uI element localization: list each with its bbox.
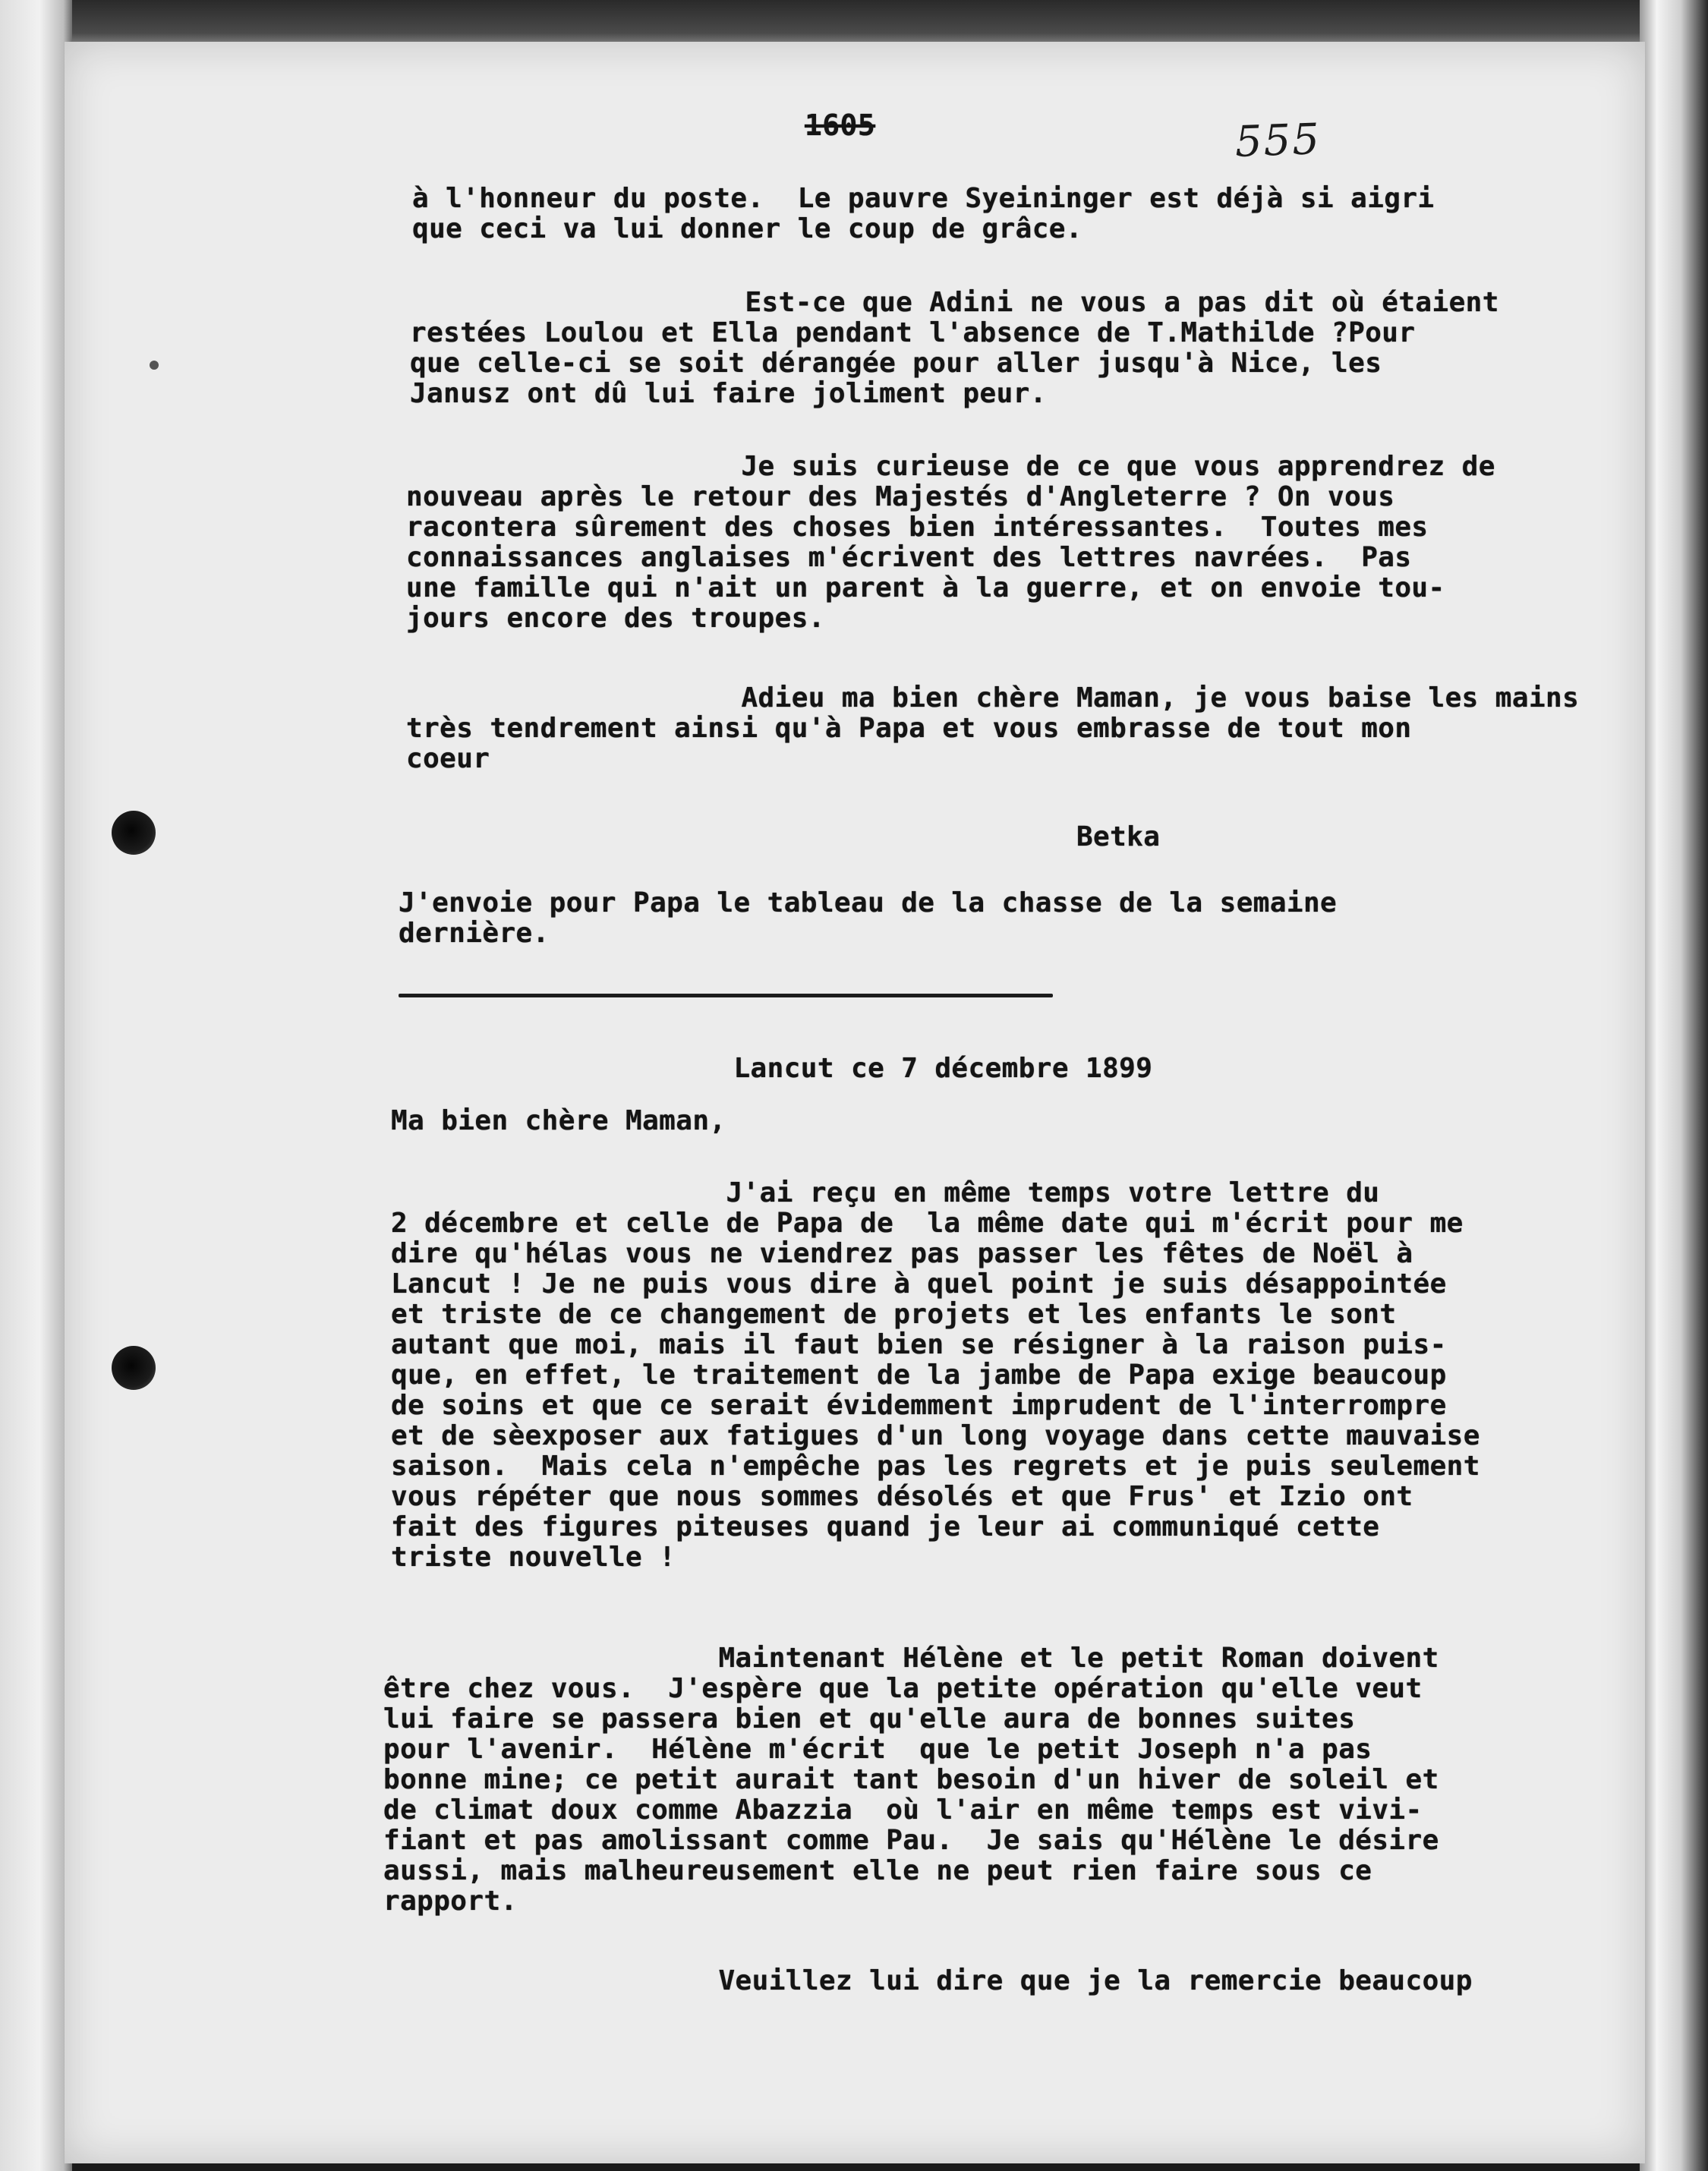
separator-line bbox=[399, 994, 1053, 997]
paragraph-adini: Est-ce que Adini ne vous a pas dit où étaient restées Loulou et Ella pendant l'absence de T.Mathilde ?Pour que celle-ci se soit dérangée pour aller jusqu'à Nice, les Janusz ont dû lui faire joliment peur. bbox=[410, 287, 1499, 409]
ink-dot-mark bbox=[150, 361, 159, 370]
paragraph-recu-lettre: J'ai reçu en même temps votre lettre du 2 décembre et celle de Papa de la même date qui m'écrit pour me dire qu'hélas vous ne viendrez pas passer les fêtes de Noël à Lancut ! Je ne puis vous dire à quel point je suis désappointée et triste de ce changement de projets et les enfants le sont autant que moi, mais il faut bien se résigner à la raison puis- que, en effet, le traitement de la jambe de Papa exige beaucoup de soins et que ce serait évidemment imprudent de l'interrompre et de sèexposer aux fatigues d'un long voyage dans cette mauvaise saison. Mais cela n'empêche pas les regrets et je puis seulement vous répéter que nous sommes désolés et que Frus' et Izio ont fait des figures piteuses quand je leur ai communiqué cette triste nouvelle ! bbox=[391, 1177, 1480, 1573]
page-number-struck: 1605 bbox=[805, 109, 876, 142]
paragraph-honneur-du-poste: à l'honneur du poste. Le pauvre Syeininger est déjà si aigri que ceci va lui donner le coup de grâce. bbox=[412, 183, 1435, 244]
paragraph-majestes: Je suis curieuse de ce que vous apprendrez de nouveau après le retour des Majestés d'Angleterre ? On vous racontera sûrement des choses bien intéressantes. Toutes mes connaissances anglaises m'écrivent des lettres navrées. Pas une famille qui n'ait un parent à la guerre, et on envoie tou- jours encore des troupes. bbox=[406, 451, 1495, 634]
paragraph-helene-roman: Maintenant Hélène et le petit Roman doivent être chez vous. J'espère que la petite opération qu'elle veut lui faire se passera bien et qu'elle aura de bonnes suites pour l'avenir. Hélène m'écrit que le petit Joseph n'a pas bonne mine; ce petit aurait tant besoin d'un hiver de soleil et de climat doux comme Abazzia où l'air en même temps est vivi- fiant et pas amolissant comme Pau. Je sais qu'Hélène le désire aussi, mais malheureusement elle ne peut rien faire sous ce rapport. bbox=[383, 1643, 1439, 1917]
binder-edge-left bbox=[0, 0, 72, 2171]
punch-hole-icon bbox=[112, 811, 156, 855]
paragraph-veuillez: Veuillez lui dire que je la remercie beaucoup bbox=[383, 1965, 1473, 1996]
page-number-handwritten: 555 bbox=[1234, 115, 1322, 167]
paragraph-adieu: Adieu ma bien chère Maman, je vous baise les mains très tendrement ainsi qu'à Papa et vous embrasse de tout mon coeur bbox=[406, 682, 1580, 774]
letter-date: Lancut ce 7 décembre 1899 bbox=[399, 1053, 1153, 1084]
signature-betka: Betka bbox=[406, 821, 1161, 852]
scanner-background-right bbox=[1640, 0, 1708, 2171]
letter-salutation: Ma bien chère Maman, bbox=[391, 1105, 726, 1136]
document-page bbox=[65, 42, 1645, 2163]
postscript: J'envoie pour Papa le tableau de la chasse de la semaine dernière. bbox=[399, 887, 1338, 949]
scanner-background-top bbox=[0, 0, 1708, 47]
punch-hole-icon bbox=[112, 1346, 156, 1390]
